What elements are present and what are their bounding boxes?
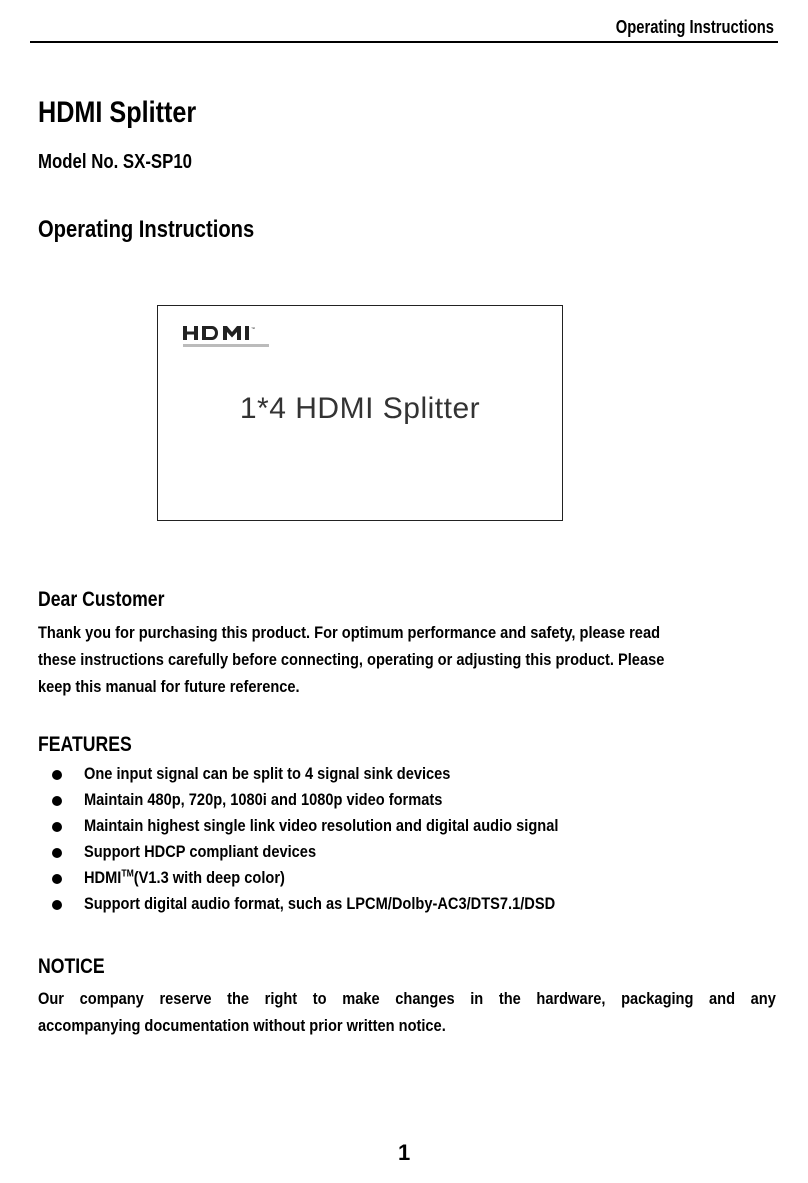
feature-item bbox=[0, 840, 808, 866]
hdmi-label: HDMI bbox=[84, 868, 122, 887]
bullet-icon bbox=[52, 770, 62, 780]
document-title: HDMI Splitter bbox=[38, 96, 197, 129]
feature-item bbox=[0, 814, 808, 840]
feature-item bbox=[0, 892, 808, 918]
product-caption: 1*4 HDMI Splitter bbox=[239, 392, 481, 425]
paragraph-line: Our company reserve the right to make changes in the hardware, packaging and any bbox=[38, 989, 776, 1008]
feature-text: Maintain 480p, 720p, 1080i and 1080p video formats bbox=[84, 790, 443, 809]
feature-text-hdmi bbox=[84, 868, 285, 888]
operating-instructions-heading: Operating Instructions bbox=[38, 216, 255, 243]
feature-text: Support digital audio format, such as LPCM/Dolby-AC3/DTS7.1/DSD bbox=[84, 894, 556, 913]
svg-text:™: ™ bbox=[251, 326, 255, 331]
features-list bbox=[0, 762, 808, 918]
hdmi-version: (V1.3 with deep color) bbox=[133, 868, 285, 887]
model-number: Model No. SX-SP10 bbox=[38, 151, 193, 173]
bullet-icon bbox=[52, 900, 62, 910]
dear-customer-paragraph bbox=[38, 619, 776, 700]
bullet-icon bbox=[52, 822, 62, 832]
product-label-image bbox=[157, 305, 563, 521]
bullet-icon bbox=[52, 848, 62, 858]
paragraph-line: these instructions carefully before connecting, operating or adjusting this product. Please bbox=[38, 650, 665, 669]
feature-text: One input signal can be split to 4 signal sink devices bbox=[84, 764, 451, 783]
paragraph-line: keep this manual for future reference. bbox=[38, 677, 300, 696]
feature-text: Support HDCP compliant devices bbox=[84, 842, 317, 861]
feature-item bbox=[0, 866, 808, 892]
bullet-icon bbox=[52, 874, 62, 884]
page-number: 1 bbox=[398, 1140, 411, 1165]
features-heading: FEATURES bbox=[38, 733, 132, 756]
notice-paragraph bbox=[38, 985, 776, 1039]
feature-text: Maintain highest single link video resolution and digital audio signal bbox=[84, 816, 559, 835]
paragraph-line: accompanying documentation without prior written notice. bbox=[38, 1016, 446, 1035]
hdmi-logo-icon bbox=[182, 324, 278, 354]
feature-item bbox=[0, 762, 808, 788]
bullet-icon bbox=[52, 796, 62, 806]
feature-item bbox=[0, 788, 808, 814]
notice-heading: NOTICE bbox=[38, 955, 105, 978]
header-rule bbox=[30, 41, 778, 43]
running-header-title: Operating Instructions bbox=[615, 17, 774, 37]
paragraph-line: Thank you for purchasing this product. For optimum performance and safety, please read bbox=[38, 623, 661, 642]
trademark-superscript: TM bbox=[121, 868, 134, 880]
dear-customer-heading: Dear Customer bbox=[38, 588, 165, 611]
